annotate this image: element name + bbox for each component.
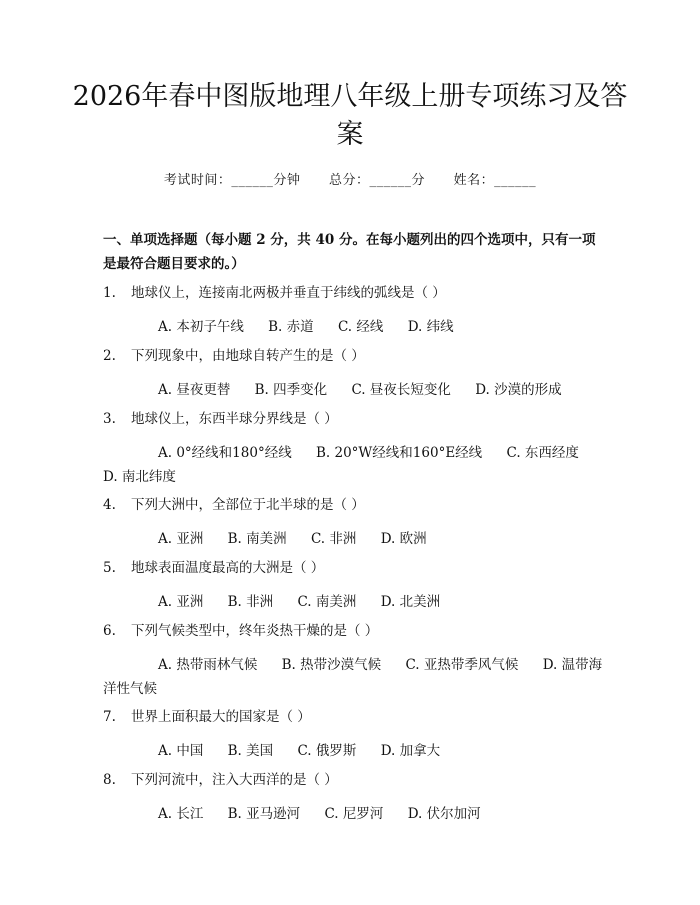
- question-1: [103, 281, 603, 339]
- option-b: B. 非洲: [227, 594, 274, 610]
- option-d: D. 北美洲: [380, 594, 441, 610]
- option-d: D. 沙漠的形成: [475, 382, 562, 398]
- question-stem: [103, 493, 603, 517]
- option-a: A. 本初子午线: [158, 319, 244, 335]
- total-score-field: 总分：______分: [328, 173, 425, 188]
- option-d: D. 温带海洋性气候: [103, 657, 603, 697]
- option-c: C. 南美洲: [297, 594, 357, 610]
- student-name-field: 姓名：______: [453, 173, 537, 188]
- question-text: 世界上面积最大的国家是（ ）: [131, 709, 311, 725]
- question-text: 地球表面温度最高的大洲是（ ）: [131, 560, 325, 576]
- option-c: C. 东西经度: [506, 445, 579, 461]
- option-c: C. 非洲: [310, 531, 357, 547]
- exam-info-line: [0, 169, 700, 188]
- question-number: 7.: [103, 709, 116, 725]
- question-text: 下列现象中，由地球自转产生的是（ ）: [131, 348, 365, 364]
- option-b: B. 20°W经线和160°E经线: [316, 445, 483, 461]
- question-options: [103, 653, 603, 701]
- question-3: [103, 407, 603, 489]
- option-a: A. 0°经线和180°经线: [158, 445, 292, 461]
- question-number: 3.: [103, 411, 116, 427]
- option-a: A. 中国: [158, 743, 204, 759]
- question-options: [103, 527, 603, 551]
- option-c: C. 经线: [337, 319, 384, 335]
- option-b: B. 美国: [227, 743, 274, 759]
- question-stem: [103, 407, 603, 431]
- option-a: A. 长江: [158, 806, 204, 822]
- option-b: B. 赤道: [268, 319, 314, 335]
- question-8: [103, 768, 603, 826]
- option-c: C. 亚热带季风气候: [405, 657, 519, 673]
- option-a: A. 亚洲: [158, 594, 204, 610]
- question-4: [103, 493, 603, 551]
- question-options: [103, 739, 603, 763]
- question-stem: [103, 768, 603, 792]
- option-d: D. 伏尔加河: [407, 806, 481, 822]
- question-6: [103, 619, 603, 701]
- question-options: [103, 590, 603, 614]
- option-c: C. 昼夜长短变化: [351, 382, 451, 398]
- question-7: [103, 705, 603, 763]
- question-number: 1.: [103, 285, 116, 301]
- question-text: 地球仪上，东西半球分界线是（ ）: [131, 411, 338, 427]
- question-options: [103, 802, 603, 826]
- question-stem: [103, 619, 603, 643]
- question-options: [103, 441, 603, 489]
- option-c: C. 尼罗河: [324, 806, 384, 822]
- question-options: [103, 315, 603, 339]
- option-c: C. 俄罗斯: [297, 743, 357, 759]
- option-d: D. 加拿大: [380, 743, 441, 759]
- question-options: [103, 378, 603, 402]
- question-number: 4.: [103, 497, 116, 513]
- option-d: D. 纬线: [407, 319, 454, 335]
- question-text: 下列气候类型中，终年炎热干燥的是（ ）: [131, 623, 379, 639]
- question-stem: [103, 344, 603, 368]
- question-number: 2.: [103, 348, 116, 364]
- question-text: 下列河流中，注入大西洋的是（ ）: [131, 772, 338, 788]
- option-a: A. 热带雨林气候: [158, 657, 258, 673]
- option-d: D. 欧洲: [380, 531, 427, 547]
- question-5: [103, 556, 603, 614]
- section-heading: 一、单项选择题（每小题 2 分，共 40 分。在每小题列出的四个选项中，只有一项是最符合题目要求的。）: [103, 232, 596, 272]
- question-text: 下列大洲中，全部位于北半球的是（ ）: [131, 497, 365, 513]
- question-number: 5.: [103, 560, 116, 576]
- option-a: A. 亚洲: [158, 531, 204, 547]
- exam-time-field: 考试时间：______分钟: [163, 173, 301, 188]
- question-number: 6.: [103, 623, 116, 639]
- option-b: B. 热带沙漠气候: [281, 657, 382, 673]
- option-b: B. 南美洲: [227, 531, 287, 547]
- question-stem: [103, 705, 603, 729]
- question-2: [103, 344, 603, 402]
- option-b: B. 四季变化: [254, 382, 328, 398]
- question-text: 地球仪上，连接南北两极并垂直于纬线的弧线是（ ）: [131, 285, 446, 301]
- option-d: D. 南北纬度: [103, 469, 176, 485]
- option-b: B. 亚马逊河: [227, 806, 301, 822]
- option-a: A. 昼夜更替: [158, 382, 231, 398]
- document-title: 2026年春中图版地理八年级上册专项练习及答案: [72, 81, 628, 150]
- question-number: 8.: [103, 772, 116, 788]
- question-stem: [103, 281, 603, 305]
- question-stem: [103, 556, 603, 580]
